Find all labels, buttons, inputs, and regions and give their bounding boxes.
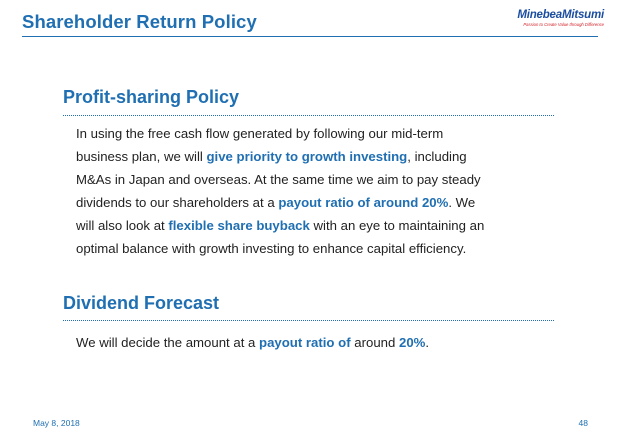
logo-tagline: Passion to Create Value through Difference (523, 22, 604, 27)
section-divider-profit-sharing (63, 115, 554, 116)
highlighted-phrase: payout ratio of (259, 335, 351, 350)
title-divider (22, 36, 598, 37)
text-segment: dividends to our shareholders at a (76, 195, 279, 210)
highlighted-phrase: flexible share buyback (168, 218, 310, 233)
body-line (76, 122, 556, 145)
body-line (76, 145, 556, 168)
body-line (76, 214, 556, 237)
text-segment: We will decide the amount at a (76, 335, 260, 350)
text-segment: In using the free cash flow generated by following our mid-term (76, 126, 444, 141)
section-heading-profit-sharing: Profit-sharing Policy (63, 87, 240, 107)
highlighted-phrase: payout ratio of around 20% (278, 195, 449, 210)
section-divider-dividend-forecast (63, 320, 554, 321)
text-segment: business plan, we will (76, 149, 207, 164)
highlighted-phrase: 20% (399, 335, 426, 350)
text-segment: M&As in Japan and overseas. At the same time we aim to pay steady (76, 172, 481, 187)
logo-wordmark: MinebeaMitsumi (517, 9, 604, 21)
text-segment: around (350, 335, 400, 350)
text-segment: . (425, 335, 430, 350)
text-segment: , including (407, 149, 467, 164)
section-body-dividend-forecast (76, 331, 556, 354)
body-line (76, 331, 556, 354)
highlighted-phrase: give priority to growth investing (206, 149, 408, 164)
slide-title: Shareholder Return Policy (22, 11, 257, 32)
body-line (76, 237, 556, 260)
text-segment: will also look at (76, 218, 169, 233)
text-segment: . We (448, 195, 476, 210)
company-logo (486, 9, 604, 27)
page-number: 48 (578, 418, 588, 428)
text-segment: with an eye to maintaining an (309, 218, 485, 233)
text-segment: optimal balance with growth investing to enhance capital efficiency. (76, 241, 467, 256)
section-body-profit-sharing (76, 122, 556, 260)
body-line (76, 168, 556, 191)
body-line (76, 191, 556, 214)
footer-date: May 8, 2018 (33, 418, 80, 428)
section-heading-dividend-forecast: Dividend Forecast (63, 293, 220, 313)
